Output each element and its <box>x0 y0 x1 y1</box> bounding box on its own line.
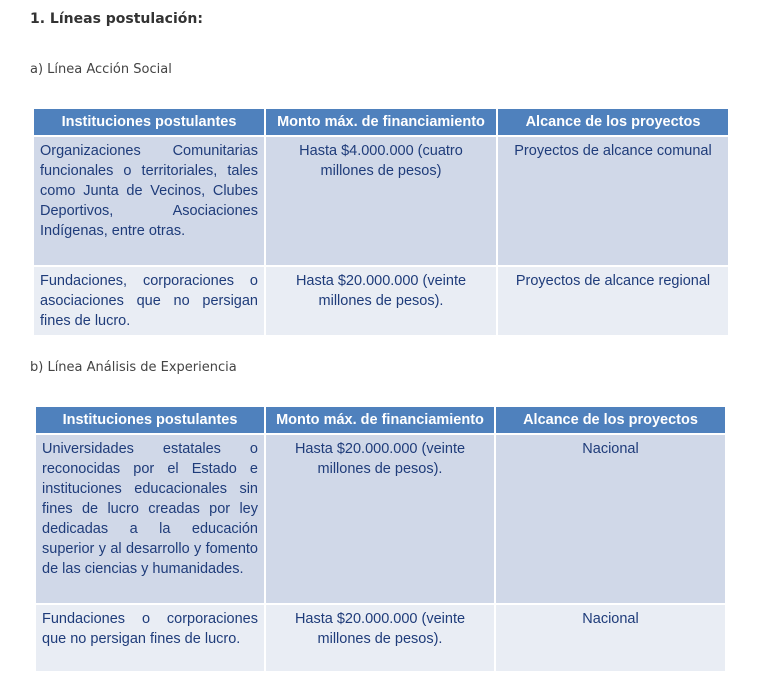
column-header-amount: Monto máx. de financiamiento <box>265 407 495 434</box>
scope-cell: Proyectos de alcance comunal <box>497 136 728 266</box>
line-a-title: a) Línea Acción Social <box>30 62 172 77</box>
scope-cell: Proyectos de alcance regional <box>497 266 728 335</box>
table-row <box>36 604 725 671</box>
table-header-row <box>36 407 725 434</box>
amount-cell: Hasta $20.000.000 (veinte millones de pesos). <box>265 604 495 671</box>
amount-cell: Hasta $20.000.000 (veinte millones de pesos). <box>265 266 497 335</box>
column-header-scope: Alcance de los proyectos <box>495 407 725 434</box>
institutions-cell: Fundaciones, corporaciones o asociaciones que no persigan fines de lucro. <box>34 266 265 335</box>
column-header-institutions: Instituciones postulantes <box>36 407 265 434</box>
institutions-cell: Organizaciones Comunitarias funcionales o territoriales, tales como Junta de Vecinos, Clubes Deportivos, Asociaciones Indígenas, entre otras. <box>34 136 265 266</box>
scope-cell: Nacional <box>495 604 725 671</box>
column-header-scope: Alcance de los proyectos <box>497 109 728 136</box>
table-row <box>36 434 725 604</box>
column-header-amount: Monto máx. de financiamiento <box>265 109 497 136</box>
table-row <box>34 266 728 335</box>
amount-cell: Hasta $4.000.000 (cuatro millones de pesos) <box>265 136 497 266</box>
table-row <box>34 136 728 266</box>
institutions-cell: Universidades estatales o reconocidas por el Estado e instituciones educacionales sin fines de lucro creadas por ley dedicadas a la educación superior y al desarrollo y fomento de las ciencias y humanidades. <box>36 434 265 604</box>
line-b-title: b) Línea Análisis de Experiencia <box>30 360 237 375</box>
amount-cell: Hasta $20.000.000 (veinte millones de pesos). <box>265 434 495 604</box>
line-a-table <box>34 109 728 335</box>
table-header-row <box>34 109 728 136</box>
column-header-institutions: Instituciones postulantes <box>34 109 265 136</box>
section-heading: 1. Líneas postulación: <box>30 11 203 27</box>
scope-cell: Nacional <box>495 434 725 604</box>
institutions-cell: Fundaciones o corporaciones que no persigan fines de lucro. <box>36 604 265 671</box>
line-b-table <box>36 407 725 671</box>
